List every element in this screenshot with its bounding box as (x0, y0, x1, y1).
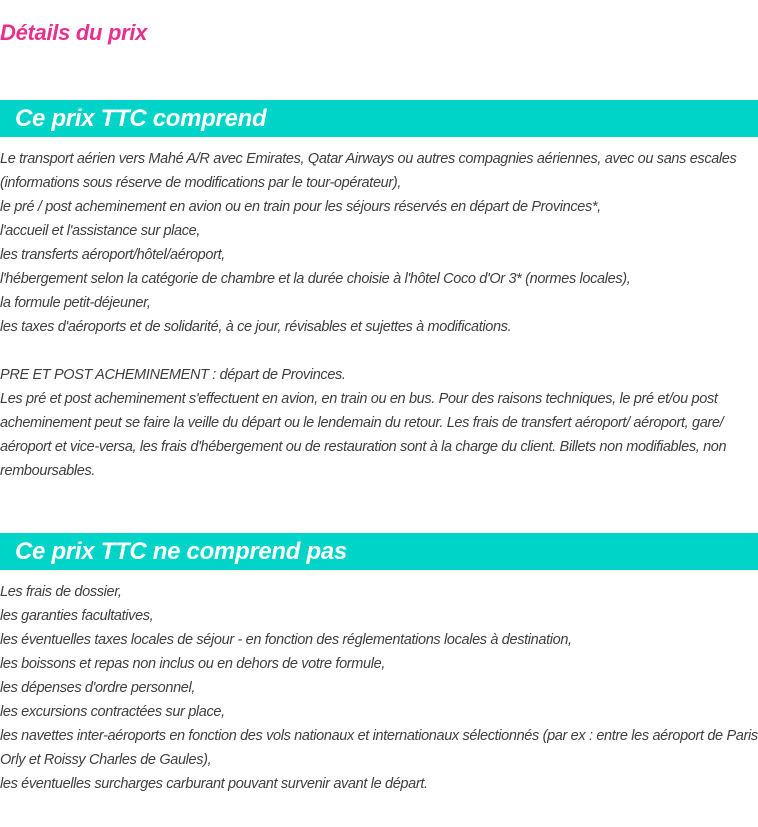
pre-post-note-title: PRE ET POST ACHEMINEMENT : départ de Provinces. (0, 367, 346, 383)
spacer (0, 339, 758, 363)
included-item-breakfast: la formule petit-déjeuner, (0, 295, 151, 311)
excluded-item-insurance: les garanties facultatives, (0, 608, 154, 624)
excluded-item-shuttles: les navettes inter-aéroports en fonction des vols nationaux et internationaux sélectionnés (par ex : entre les aéroport de Paris Orly et Roissy Charles de Gaules), (0, 728, 758, 768)
included-item-pre-post: le pré / post acheminement en avion ou en train pour les séjours réservés en départ de Provinces*, (0, 199, 601, 215)
excluded-item-fees: Les frais de dossier, (0, 584, 122, 600)
included-heading: Ce prix TTC comprend (0, 100, 758, 137)
included-item-transport: Le transport aérien vers Mahé A/R avec Emirates, Qatar Airways ou autres compagnies aériennes, avec ou sans escales (informations sous réserve de modifications par le tour-opérateur), (0, 151, 737, 191)
included-item-transfers: les transferts aéroport/hôtel/aéroport, (0, 247, 225, 263)
excluded-section (0, 580, 758, 796)
included-section (0, 147, 758, 483)
included-item-accommodation: l'hébergement selon la catégorie de chambre et la durée choisie à l'hôtel Coco d'Or 3* (normes locales), (0, 271, 631, 287)
excluded-heading: Ce prix TTC ne comprend pas (0, 533, 758, 570)
included-item-taxes: les taxes d'aéroports et de solidarité, à ce jour, révisables et sujettes à modifications. (0, 319, 512, 335)
pre-post-note-text: Les pré et post acheminement s'effectuent en avion, en train ou en bus. Pour des raisons techniques, le pré et/ou post acheminement peut se faire la veille du départ ou le lendemain du retour. Les frais de transfert aéroport/ aéroport, gare/ aéroport et vice-versa, les frais d'hébergement ou de restauration sont à la charge du client. Billets non modifiables, non remboursables. (0, 391, 727, 479)
excluded-item-drinks: les boissons et repas non inclus ou en dehors de votre formule, (0, 656, 385, 672)
excluded-item-personal: les dépenses d'ordre personnel, (0, 680, 196, 696)
included-item-welcome: l'accueil et l'assistance sur place, (0, 223, 201, 239)
excluded-item-excursions: les excursions contractées sur place, (0, 704, 225, 720)
excluded-item-fuel: les éventuelles surcharges carburant pouvant survenir avant le départ. (0, 776, 428, 792)
page-title: Détails du prix (0, 20, 148, 45)
excluded-item-local-taxes: les éventuelles taxes locales de séjour - en fonction des réglementations locales à destination, (0, 632, 572, 648)
